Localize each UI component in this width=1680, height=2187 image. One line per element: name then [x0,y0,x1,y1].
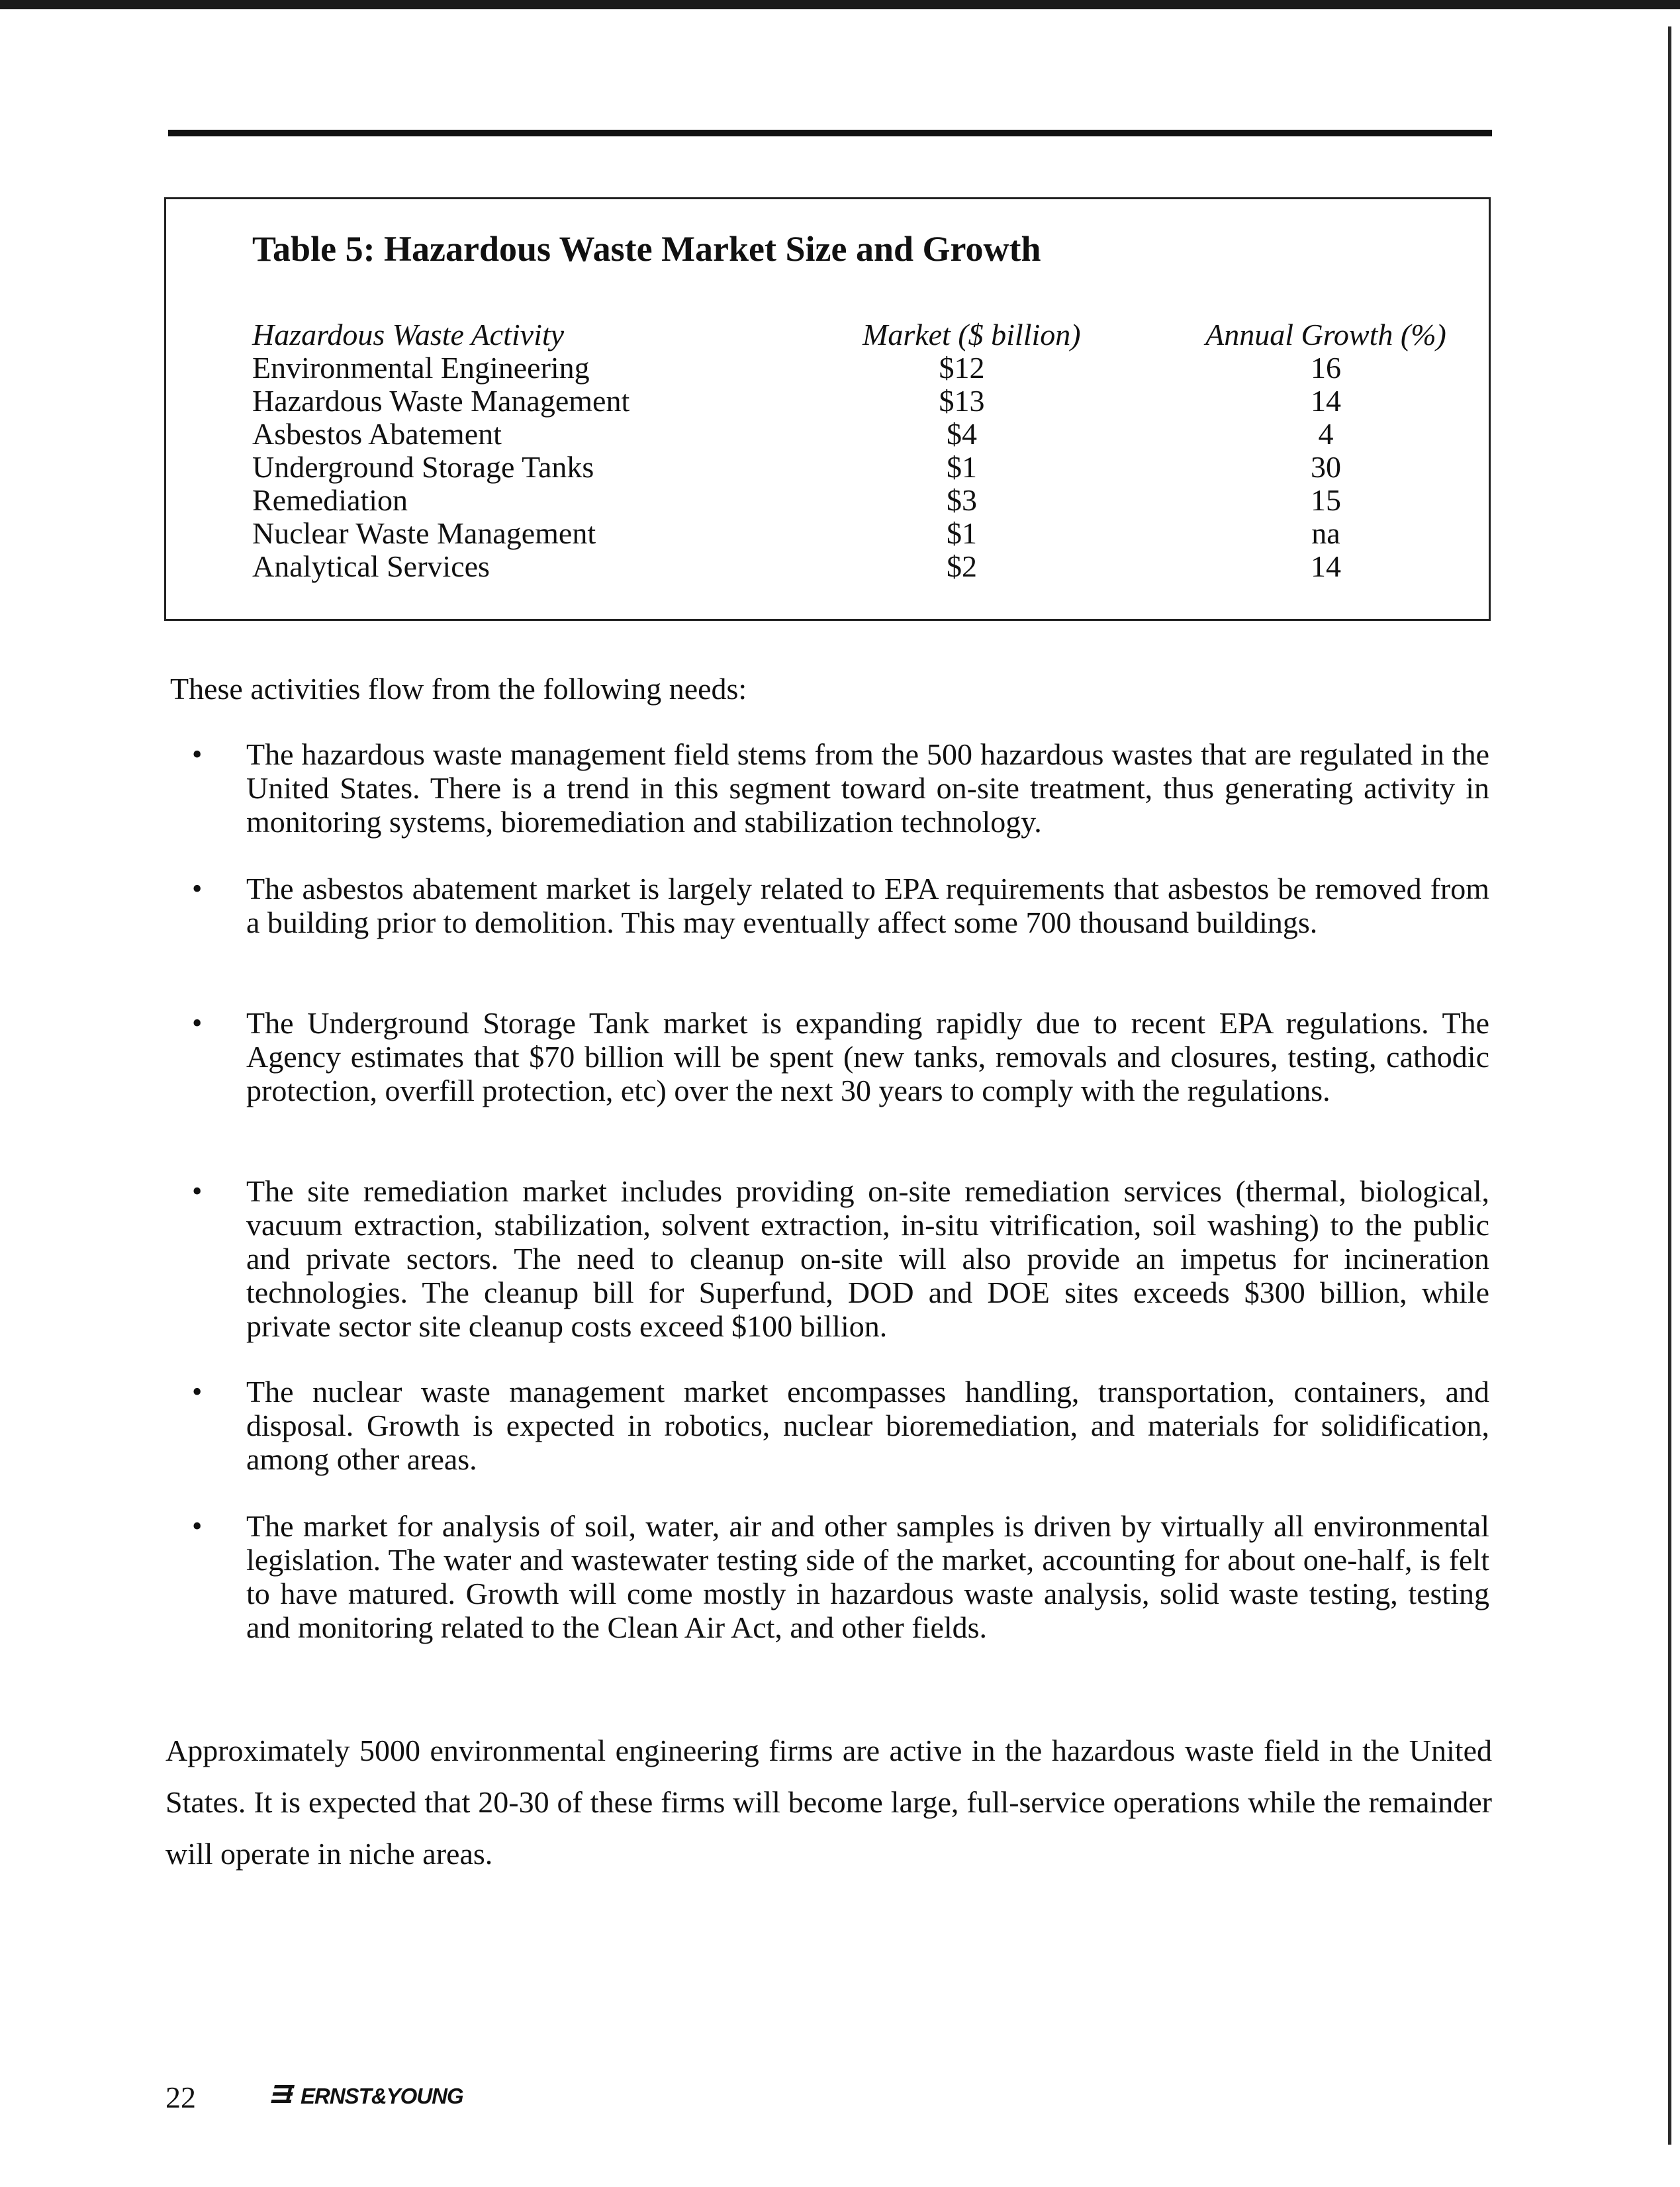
bullet-icon: • [192,1510,203,1542]
list-item [192,1509,1489,1644]
row-growth: 14 [1311,549,1341,583]
market-table [164,197,1491,621]
row-market: $1 [947,516,977,550]
list-item [192,872,1489,939]
needs-intro: These activities flow from the following needs: [170,672,747,706]
closing-paragraph: Approximately 5000 environmental engineering firms are active in the hazardous waste field in the United States. It is expected that 20-30 of these firms will become large, full-service operations while the remainder will operate in niche areas. [165,1734,1492,1871]
row-activity: Environmental Engineering [252,351,590,385]
need-text: The asbestos abatement market is largely related to EPA requirements that asbestos be removed from a building prior to demolition. This may eventually affect some 700 thousand buildings. [246,872,1489,939]
header-market: Market ($ billion) [863,318,1081,351]
header-activity: Hazardous Waste Activity [252,318,565,351]
row-market: $3 [947,483,977,517]
header-growth: Annual Growth (%) [1205,318,1446,351]
row-growth: 15 [1311,483,1341,517]
row-market: $2 [947,549,977,583]
page-top-edge [0,0,1680,9]
row-activity: Nuclear Waste Management [252,516,596,550]
bullet-icon: • [192,1007,203,1039]
row-growth: 16 [1311,351,1341,385]
row-growth: na [1311,516,1340,550]
row-activity: Asbestos Abatement [252,417,502,451]
row-activity: Remediation [252,483,408,517]
table-title: Table 5: Hazardous Waste Market Size and Growth [252,229,1041,269]
need-text: The market for analysis of soil, water, air and other samples is driven by virtually all environmental legislation. The water and wastewater testing side of the market, accounting for about one-half, is felt to have matured. Growth will come mostly in hazardous waste analysis, solid waste testing, testing and monitoring related to the Clean Air Act, and other fields. [246,1509,1489,1644]
need-text: The nuclear waste management market encompasses handling, transportation, containers, and disposal. Growth is expected in robotics, nuclear bioremediation, and materials for solidification, among other areas. [246,1375,1489,1476]
row-market: $13 [939,384,985,418]
list-item [192,1375,1489,1476]
row-growth: 4 [1318,417,1334,451]
row-activity: Analytical Services [252,549,490,583]
row-market: $1 [947,450,977,484]
row-activity: Hazardous Waste Management [252,384,630,418]
need-text: The Underground Storage Tank market is expanding rapidly due to recent EPA regulations. The Agency estimates that $70 billion will be spent (new tanks, removals and closures, testing, cathodic protection, overfill protection, etc) over the next 30 years to comply with the regulations. [246,1006,1489,1107]
page-number: 22 [165,2080,196,2114]
header-rule [168,130,1492,136]
list-item [192,1006,1489,1107]
row-market: $12 [939,351,985,385]
page-right-edge [1668,26,1671,2145]
row-activity: Underground Storage Tanks [252,450,594,484]
list-item [192,737,1489,839]
ernst-young-logo [265,2076,490,2116]
row-growth: 30 [1311,450,1341,484]
svg-text:ERNST&YOUNG: ERNST&YOUNG [301,2084,463,2108]
list-item [192,1174,1489,1343]
need-text: The site remediation market includes providing on-site remediation services (thermal, biological, vacuum extraction, stabilization, solvent extraction, in-situ vitrification, soil washing) to the public and private sectors. The need to cleanup on-site will also provide an impetus for incineration technologies. The cleanup bill for Superfund, DOD and DOE sites exceeds $300 billion, while private sector site cleanup costs exceed $100 billion. [246,1174,1489,1343]
bullet-icon: • [192,1175,203,1207]
bullet-icon: • [192,872,203,905]
row-market: $4 [947,417,977,451]
need-text: The hazardous waste management field stems from the 500 hazardous wastes that are regulated in the United States. There is a trend in this segment toward on-site treatment, thus generating activity in monitoring systems, bioremediation and stabilization technology. [246,737,1489,839]
bullet-icon: • [192,1375,203,1408]
bullet-icon: • [192,738,203,770]
row-growth: 14 [1311,384,1341,418]
